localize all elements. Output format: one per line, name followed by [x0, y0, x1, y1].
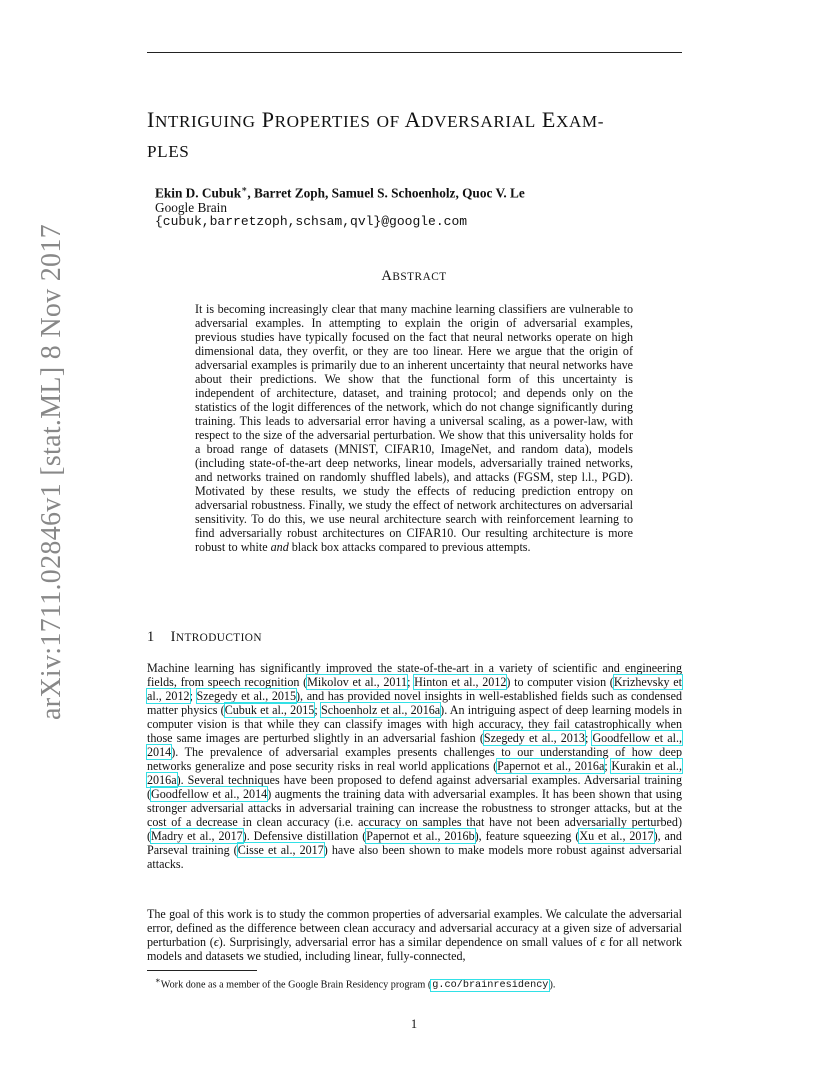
citation-link[interactable]: Goodfellow et al., 2014 [147, 731, 682, 759]
citation-link[interactable]: Cubuk et al., 2015 [224, 703, 315, 717]
citation-link[interactable]: Szegedy et al., 2015 [196, 689, 297, 703]
arxiv-stamp: arXiv:1711.02846v1 [stat.ML] 8 Nov 2017 [36, 224, 67, 720]
affiliation: Google Brain [155, 200, 228, 215]
top-rule [147, 52, 682, 53]
footnote-rule [147, 970, 257, 971]
footnote-link[interactable]: g.co/brainresidency [432, 980, 549, 992]
paper-title: INTRIGUING PROPERTIES OF ADVERSARIAL EXAM- PLES [147, 107, 605, 161]
citation-link[interactable]: Goodfellow et al., 2014 [151, 787, 268, 801]
citation-link[interactable]: Krizhevsky et al., 2012 [147, 675, 682, 703]
page-number: 1 [410, 1017, 418, 1031]
abstract-heading: ABSTRACT [381, 268, 447, 284]
citation-link[interactable]: Kurakin et al., 2016a [147, 759, 682, 787]
intro-paragraph: Machine learning has significantly improved the state-of-the-art in a variety of scientific and engineering fields, from speech recognition (Mikolov et al., 2011; Hinton et al., 2012) to computer vision (Krizhevsky et al., 2012; Szegedy et al., 2015), and has provided novel insights in well-established fields such as condensed matter physics (Cubuk et al., 2015; Schoenholz et al., 2016a). An intriguing aspect of deep learning models in computer vision is that while they can classify images with high accuracy, they fail catastrophically when those same images are perturbed slightly in an adversarial fashion (Szegedy et al., 2013; Goodfellow et al., 2014). The prevalence of adversarial examples presents challenges to our understanding of how deep networks generalize and pose security risks in real world applications (Papernot et al., 2016a; Kurakin et al., 2016a). Several techniques have been proposed to defend against adversarial examples. Adversarial training (Goodfellow et al., 2014) augments the training data with adversarial examples. It has been shown that using stronger adversarial attacks in adversarial training can increase the robustness to stronger attacks, but at the cost of a decrease in clean accuracy (i.e. accuracy on samples that have not been adversarially perturbed) (Madry et al., 2017). Defensive distillation (Papernot et al., 2016b), feature squeezing (Xu et al., 2017), and Parseval training (Cisse et al., 2017) have also been shown to make models more robust against adversarial attacks. [147, 661, 683, 871]
footnote-marker: ∗ [241, 184, 248, 194]
section-heading-introduction: 1 INTRODUCTION [147, 629, 262, 645]
citation-link[interactable]: Mikolov et al., 2011 [307, 675, 408, 689]
citation-link[interactable]: Schoenholz et al., 2016a [320, 703, 441, 717]
citation-link[interactable]: Papernot et al., 2016b [366, 829, 475, 843]
citation-link[interactable]: Szegedy et al., 2013 [483, 731, 585, 745]
citation-link[interactable]: Madry et al., 2017 [151, 829, 243, 843]
author-email: {cubuk,barretzoph,schsam,qvl}@google.com [155, 214, 468, 229]
goal-paragraph: The goal of this work is to study the common properties of adversarial examples. We calculate the adversarial error, defined as the difference between clean accuracy and adversarial accuracy at a given size of adversarial perturbation (ϵ). Surprisingly, adversarial error has a similar dependence on small values of ϵ for all network models and datasets we studied, including linear, fully-connected, [147, 907, 683, 963]
citation-link[interactable]: Xu et al., 2017 [579, 829, 654, 843]
citation-link[interactable]: Cisse et al., 2017 [237, 843, 324, 857]
citation-link[interactable]: Hinton et al., 2012 [414, 675, 507, 689]
author-list: Ekin D. Cubuk∗, Barret Zoph, Samuel S. Schoenholz, Quoc V. Le [155, 184, 525, 201]
abstract-body: It is becoming increasingly clear that many machine learning classifiers are vulnerable to adversarial examples. In attempting to explain the origin of adversarial examples, previous studies have typically focused on the fact that neural networks operate on high dimensional data, they overfit, or they are too linear. Here we argue that the origin of adversarial examples is primarily due to an inherent uncertainty that neural networks have about their predictions. We show that the functional form of this uncertainty is independent of architecture, dataset, and training protocol; and depends only on the statistics of the logit differences of the network, which do not change significantly during training. This leads to adversarial error having a universal scaling, as a power-law, with respect to the size of the adversarial perturbation. We show that this universality holds for a broad range of datasets (MNIST, CIFAR10, ImageNet, and random data), models (including state-of-the-art deep networks, linear models, adversarially trained networks, and networks trained on randomly shuffled labels), and attacks (FGSM, step l.l., PGD). Motivated by these results, we study the effects of reducing prediction entropy on adversarial robustness. Finally, we study the effect of network architectures on adversarial sensitivity. To do this, we use neural architecture search with reinforcement learning to find adversarially robust architectures on CIFAR10. Our resulting architecture is more robust to white and black box attacks compared to previous attempts. [195, 302, 633, 554]
footnote: ∗Work done as a member of the Google Brain Residency program (g.co/brainresidency). [155, 975, 556, 992]
citation-link[interactable]: Papernot et al., 2016a [497, 759, 605, 773]
